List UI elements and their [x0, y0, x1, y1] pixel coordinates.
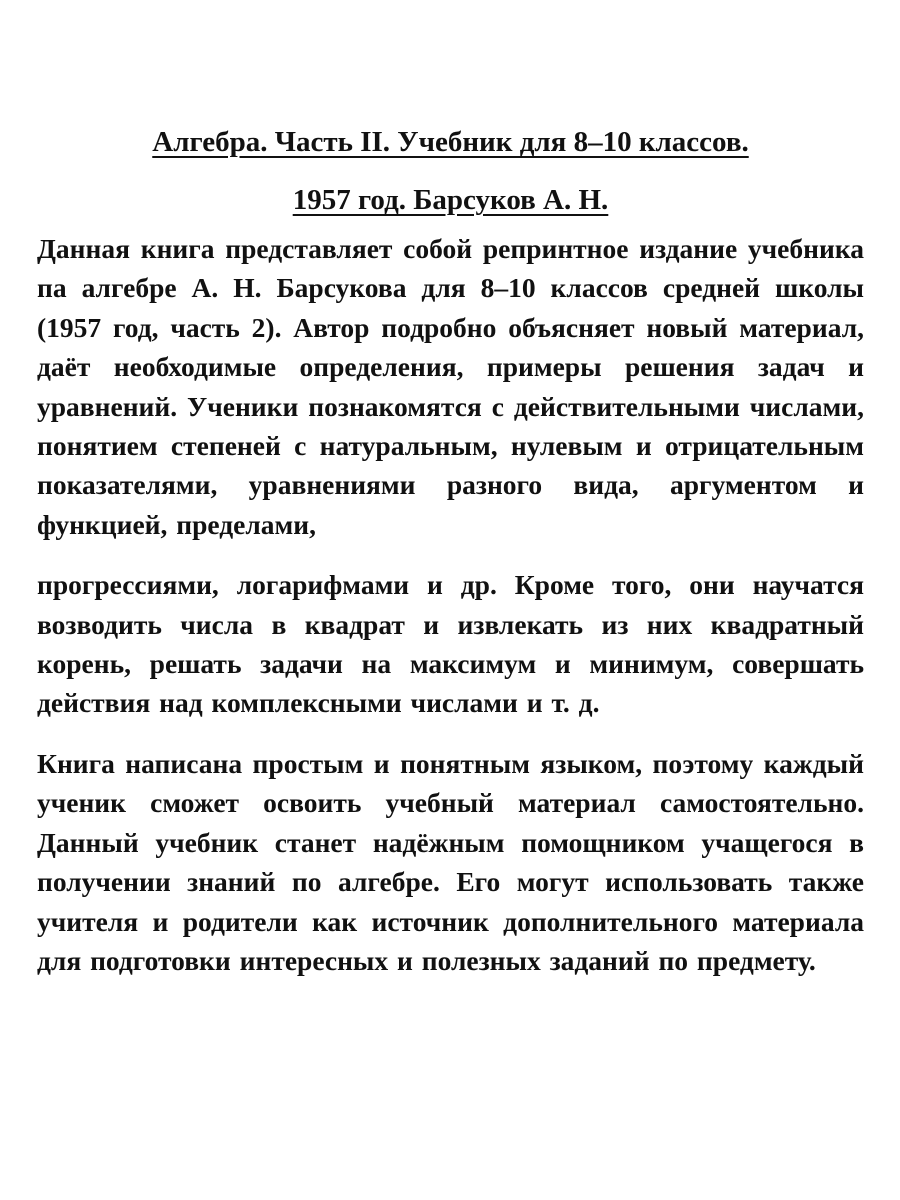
title-line-1: Алгебра. Часть II. Учебник для 8–10 классов. — [152, 126, 749, 158]
paragraph-3: Книга написана простым и понятным языком, поэтому каждый ученик сможет освоить учебный материал самостоятельно. Данный учебник станет надёжным помощником учащегося в получении знаний по алгебре. Его могут использовать также учителя и родители как источник дополнительного материала для подготовки интересных и полезных заданий по предмету. — [37, 747, 864, 976]
document-title — [37, 113, 864, 229]
paragraph-1: Данная книга представляет собой репринтное издание учебника па алгебре А. Н. Барсукова для 8–10 классов средней школы (1957 год, часть 2). Автор подробно объясняет новый материал, даёт необходимые определения, примеры решения задач и уравнений. Ученики познакомятся с действительными числами, понятием степеней с натуральным, нулевым и отрицательным показателями, уравнениями разного вида, аргументом и функцией, пределами, — [37, 233, 864, 540]
title-line-2: 1957 год. Барсуков А. Н. — [292, 184, 609, 216]
document-page — [37, 113, 864, 980]
paragraph-2: прогрессиями, логарифмами и др. Кроме того, они научатся возводить числа в квадрат и извлекать из них квадратный корень, решать задачи на максимум и минимум, совершать действия над комплексными числами и т. д. — [37, 569, 864, 719]
